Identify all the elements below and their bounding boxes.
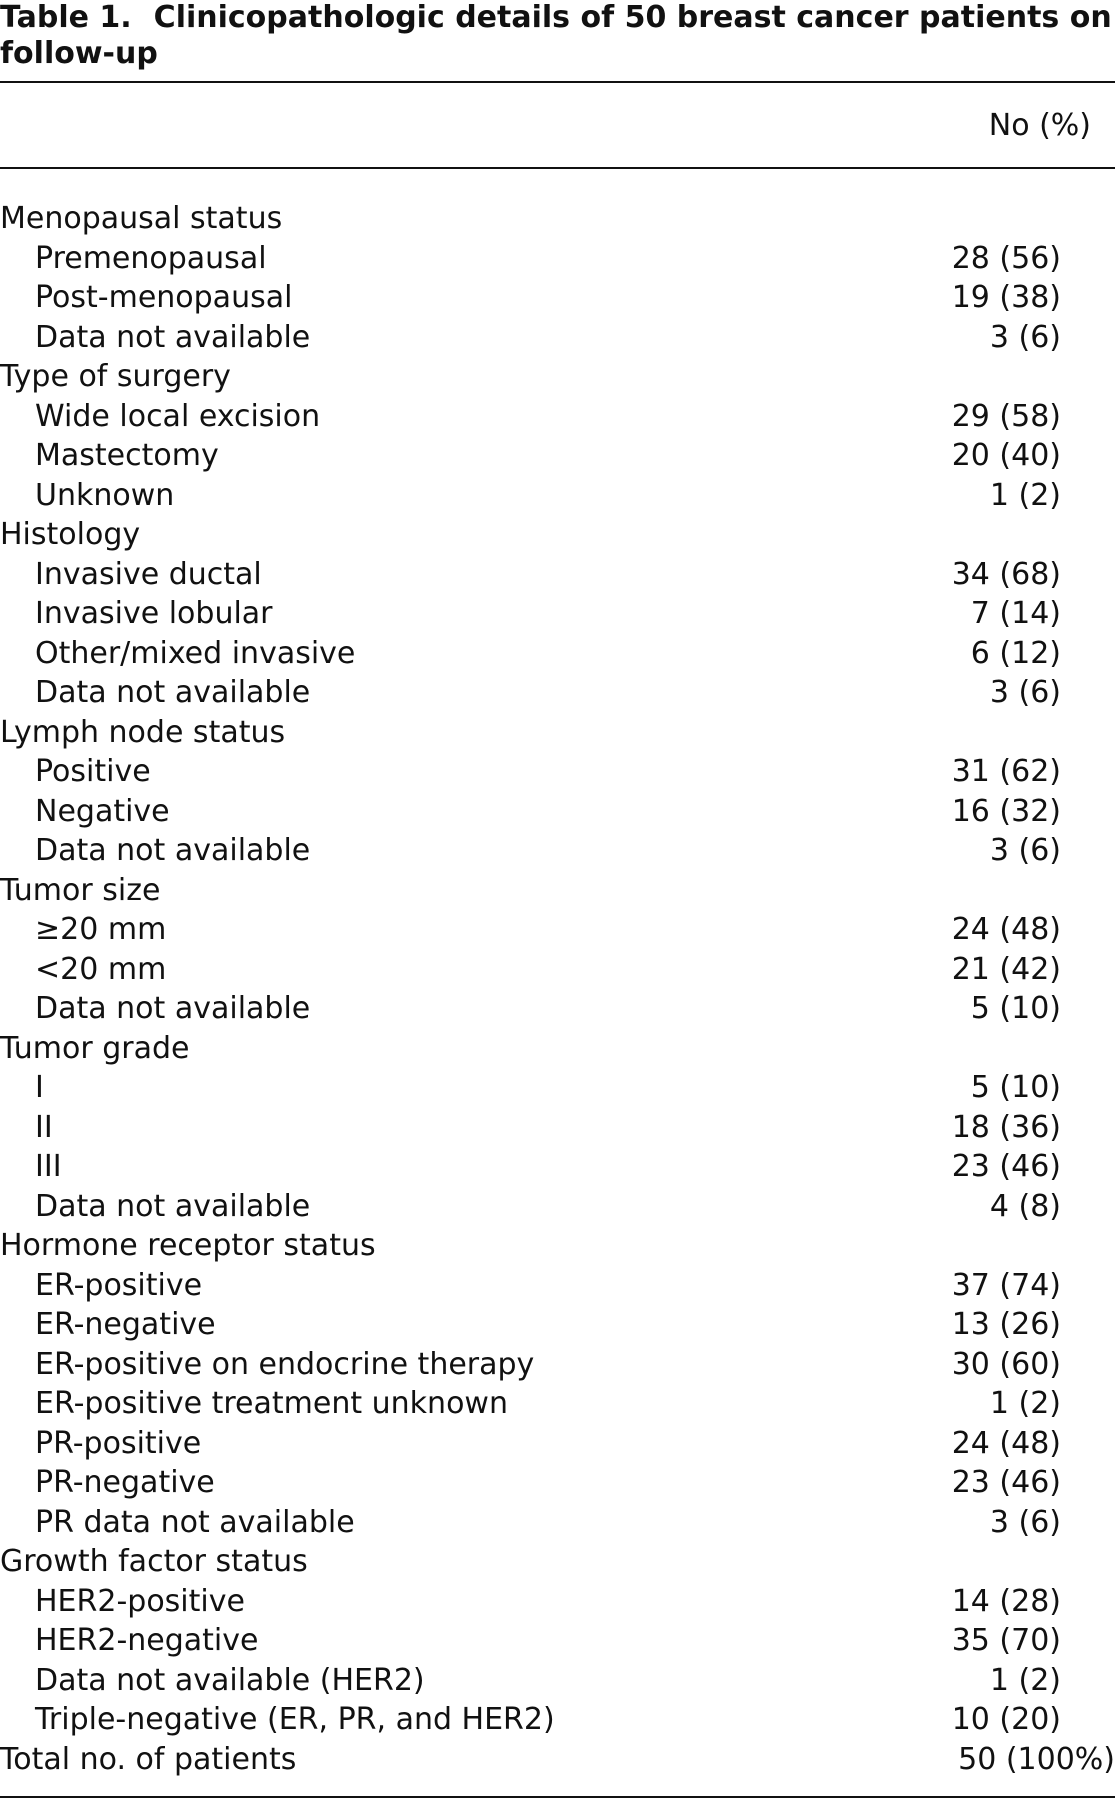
header-rule xyxy=(0,167,1115,169)
row-value: 23 (46) xyxy=(951,1149,1061,1184)
row-label: Unknown xyxy=(35,477,175,513)
row-value: 19 (38) xyxy=(951,280,1061,315)
row-value: 4 (8) xyxy=(989,1188,1061,1224)
table-row xyxy=(0,1305,1115,1345)
row-label: Premenopausal xyxy=(35,240,267,276)
table-group-row xyxy=(0,199,1115,239)
row-label: Total no. of patients xyxy=(0,1741,297,1777)
table-row xyxy=(0,673,1115,713)
table-group-row xyxy=(0,357,1115,397)
row-label: Menopausal status xyxy=(0,201,283,236)
row-label: Data not available xyxy=(35,319,311,355)
row-value: 5 (10) xyxy=(970,991,1061,1026)
column-header-no-percent: No (%) xyxy=(988,108,1091,143)
row-value: 3 (6) xyxy=(989,319,1061,355)
row-label: ER-positive on endocrine therapy xyxy=(35,1346,535,1382)
table-row xyxy=(0,950,1115,990)
row-label: PR data not available xyxy=(35,1504,355,1540)
table-row xyxy=(0,989,1115,1029)
row-label: Tumor size xyxy=(0,872,161,908)
table-row xyxy=(0,1187,1115,1227)
row-label: ER-negative xyxy=(35,1307,216,1342)
row-label: Data not available xyxy=(35,675,311,710)
row-label: Growth factor status xyxy=(0,1544,308,1579)
row-label: Negative xyxy=(35,793,170,829)
row-label: III xyxy=(35,1149,62,1184)
row-label: Data not available xyxy=(35,991,311,1026)
row-value: 10 (20) xyxy=(951,1702,1061,1737)
row-label: Triple-negative (ER, PR, and HER2) xyxy=(35,1702,555,1737)
row-label: ER-positive treatment unknown xyxy=(35,1386,508,1421)
row-value: 23 (46) xyxy=(951,1465,1061,1500)
row-label: ≥20 mm xyxy=(35,912,167,947)
row-value: 30 (60) xyxy=(951,1346,1061,1382)
table-row xyxy=(0,792,1115,832)
bottom-rule xyxy=(0,1796,1115,1798)
row-value: 50 (100%) xyxy=(958,1741,1115,1777)
table-row xyxy=(0,1345,1115,1385)
row-value: 14 (28) xyxy=(951,1583,1061,1619)
row-label: Data not available xyxy=(35,833,311,868)
table-caption xyxy=(0,0,1115,72)
row-value: 24 (48) xyxy=(951,1425,1061,1461)
row-value: 18 (36) xyxy=(951,1109,1061,1145)
table-row xyxy=(0,476,1115,516)
row-value: 16 (32) xyxy=(951,793,1061,829)
row-label: Hormone receptor status xyxy=(0,1228,376,1263)
row-label: <20 mm xyxy=(35,951,167,987)
table-row xyxy=(0,397,1115,437)
row-value: 1 (2) xyxy=(989,477,1061,513)
table-row xyxy=(0,1384,1115,1424)
row-label: Data not available (HER2) xyxy=(35,1662,425,1698)
row-value: 1 (2) xyxy=(989,1662,1061,1698)
table-group-row xyxy=(0,515,1115,555)
table-row xyxy=(0,239,1115,279)
row-label: Mastectomy xyxy=(35,438,219,473)
table-row xyxy=(0,1503,1115,1543)
table-group-row xyxy=(0,713,1115,753)
row-label: II xyxy=(35,1109,53,1145)
row-value: 6 (12) xyxy=(970,635,1061,671)
table-row xyxy=(0,1068,1115,1108)
row-label: I xyxy=(35,1070,44,1105)
row-value: 7 (14) xyxy=(970,596,1061,631)
row-value: 13 (26) xyxy=(951,1307,1061,1342)
row-value: 21 (42) xyxy=(951,951,1061,987)
table-caption-label: Table 1. xyxy=(0,0,132,35)
table-group-row xyxy=(0,1542,1115,1582)
row-label: Invasive ductal xyxy=(35,556,262,592)
table-row xyxy=(0,1661,1115,1701)
table-row xyxy=(0,1621,1115,1661)
table-group-row xyxy=(0,871,1115,911)
row-value: 35 (70) xyxy=(951,1623,1061,1658)
row-value: 5 (10) xyxy=(970,1070,1061,1105)
row-value: 31 (62) xyxy=(951,754,1061,789)
row-label: PR-negative xyxy=(35,1465,215,1500)
row-value: 3 (6) xyxy=(989,675,1061,710)
table-row xyxy=(0,1147,1115,1187)
row-label: Type of surgery xyxy=(0,359,231,394)
row-value: 20 (40) xyxy=(951,438,1061,473)
table-row xyxy=(0,831,1115,871)
row-label: Wide local excision xyxy=(35,398,321,434)
row-value: 24 (48) xyxy=(951,912,1061,947)
table-row xyxy=(0,555,1115,595)
table-row xyxy=(0,1108,1115,1148)
table-body xyxy=(0,199,1115,1779)
table-row xyxy=(0,634,1115,674)
row-label: HER2-negative xyxy=(35,1623,259,1658)
table-row xyxy=(0,1266,1115,1306)
table-row xyxy=(0,910,1115,950)
row-label: Lymph node status xyxy=(0,714,286,750)
table-row xyxy=(0,1424,1115,1464)
row-label: Invasive lobular xyxy=(35,596,273,631)
row-label: Post-menopausal xyxy=(35,280,293,315)
row-value: 1 (2) xyxy=(989,1386,1061,1421)
row-label: Tumor grade xyxy=(0,1030,190,1066)
row-value: 3 (6) xyxy=(989,833,1061,868)
row-label: Histology xyxy=(0,517,141,552)
table-row xyxy=(0,278,1115,318)
table-group-row xyxy=(0,1029,1115,1069)
table-group-row xyxy=(0,1226,1115,1266)
row-label: ER-positive xyxy=(35,1267,203,1303)
table-row xyxy=(0,436,1115,476)
row-label: PR-positive xyxy=(35,1425,202,1461)
row-value: 34 (68) xyxy=(951,556,1061,592)
table-row xyxy=(0,1582,1115,1622)
row-label: Data not available xyxy=(35,1188,311,1224)
row-value: 37 (74) xyxy=(951,1267,1061,1303)
row-label: Other/mixed invasive xyxy=(35,635,356,671)
row-value: 3 (6) xyxy=(989,1504,1061,1540)
table-row xyxy=(0,752,1115,792)
table-row xyxy=(0,594,1115,634)
top-rule xyxy=(0,81,1115,83)
table-caption-text: Clinicopathologic details of 50 breast cancer patients on follow-up xyxy=(0,0,1112,71)
table-row xyxy=(0,318,1115,358)
table-row xyxy=(0,1463,1115,1503)
row-value: 29 (58) xyxy=(951,398,1061,434)
table-total-row xyxy=(0,1740,1115,1780)
row-label: HER2-positive xyxy=(35,1583,245,1619)
row-value: 28 (56) xyxy=(951,240,1061,276)
table-row xyxy=(0,1700,1115,1740)
row-label: Positive xyxy=(35,754,151,789)
